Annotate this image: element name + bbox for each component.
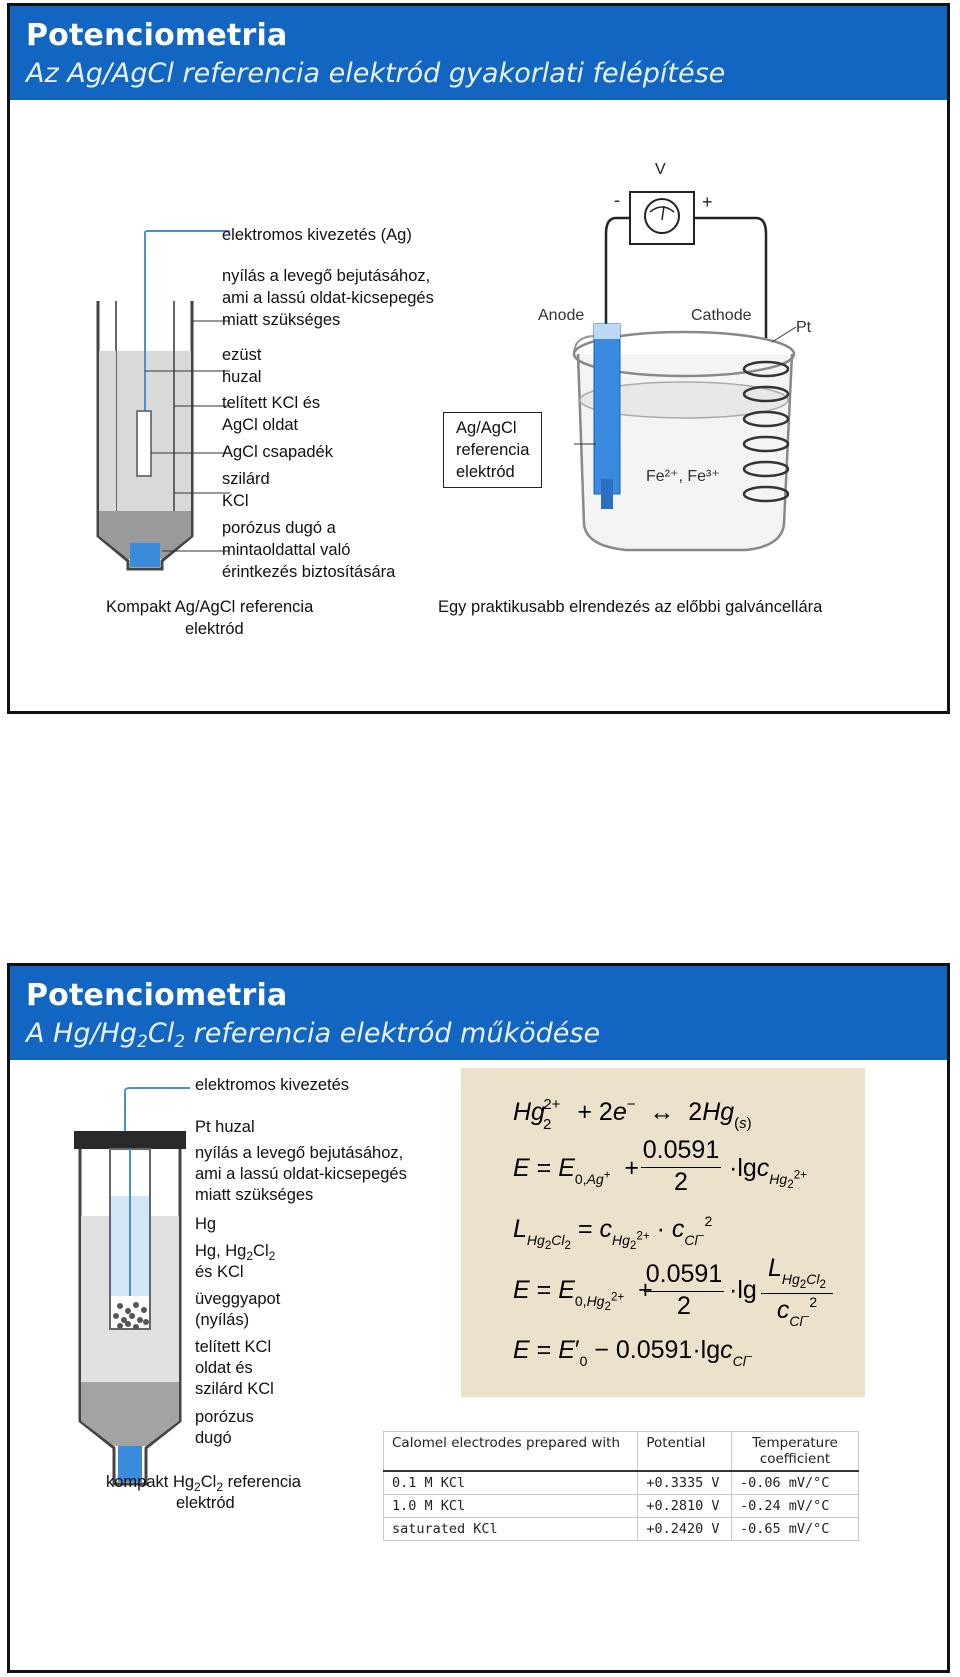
caption-compact-electrode: elektród — [185, 620, 244, 638]
label-saturated-kcl: telített KCl — [195, 1338, 272, 1356]
slide-calomel — [7, 963, 950, 1673]
equation-nernst-hg: $E = E_{0,Ag^+}$ + — [513, 1154, 639, 1187]
label-saturated-solution: AgCl oldat — [222, 416, 299, 434]
label-silver-wire: huzal — [222, 368, 262, 386]
equation-panel — [461, 1068, 865, 1397]
calomel-electrode-diagram — [60, 1086, 200, 1486]
caption-calomel-electrode: kompakt $Hg_2Cl_2$ referencia — [106, 1473, 301, 1494]
label-air-opening: nyílás a levegő bejutásához, — [195, 1144, 404, 1162]
label-air-opening: ami a lassú oldat-kicsepegés — [195, 1165, 407, 1183]
fraction: 0.0591 2 — [642, 1136, 720, 1196]
table-cell: -0.24 mV/°C — [732, 1495, 859, 1518]
equation-simplified: $E = E'_0 - 0.0591\cdot\lg c_{Cl^-}$ — [513, 1336, 753, 1369]
pt-label: Pt — [796, 319, 812, 336]
table-cell: +0.2810 V — [638, 1495, 732, 1518]
label-agcl-precipitate: AgCl csapadék — [222, 443, 333, 461]
galvanic-cell-diagram — [538, 154, 856, 574]
label-glass-wool: (nyílás) — [195, 1311, 250, 1329]
label-hg-calomel-kcl: Hg, $Hg_2Cl_2$ — [195, 1242, 276, 1263]
label-saturated-solution: telített KCl és — [222, 394, 321, 412]
box-line: elektród — [456, 463, 515, 481]
slide-header — [10, 966, 947, 1060]
label-solid-kcl: KCl — [222, 492, 249, 510]
slide-header — [10, 6, 947, 100]
calomel-table — [383, 1431, 859, 1541]
label-air-opening: miatt szükséges — [222, 311, 341, 329]
anode-label: Anode — [538, 307, 585, 324]
label-wire-out: elektromos kivezetés — [195, 1076, 350, 1094]
label-porous-plug: dugó — [195, 1429, 232, 1447]
table-row — [384, 1471, 859, 1495]
label-saturated-kcl: oldat és — [195, 1359, 253, 1377]
plus-sign: + — [702, 192, 713, 212]
slide-subtitle: Az Ag/AgCl referencia elektród gyakorlati felépítése — [26, 58, 726, 89]
cathode-label: Cathode — [691, 307, 752, 324]
column-header: Potential — [638, 1432, 732, 1472]
equation-reaction: $Hg_2^{2+} + 2e^-$ ↔ $2Hg_{(s)}$ — [513, 1096, 752, 1133]
label-silver-wire: ezüst — [222, 346, 262, 364]
caption-calomel-electrode: elektród — [176, 1494, 235, 1512]
label-air-opening: nyílás a levegő bejutásához, — [222, 267, 431, 285]
slide-title: Potenciometria — [26, 978, 288, 1013]
table-header-row — [384, 1432, 859, 1472]
label-pt-wire: Pt huzal — [195, 1118, 255, 1136]
table-cell: -0.65 mV/°C — [732, 1518, 859, 1541]
label-air-opening: ami a lassú oldat-kicsepegés — [222, 289, 434, 307]
caption-compact-electrode: Kompakt Ag/AgCl referencia — [106, 598, 314, 616]
caption-galvanic-cell: Egy praktikusabb elrendezés az előbbi galváncellára — [438, 598, 823, 616]
minus-sign: - — [614, 190, 620, 210]
box-line: Ag/AgCl — [456, 419, 517, 437]
label-solid-kcl: szilárd — [222, 470, 270, 488]
ag-agcl-electrode-diagram — [90, 231, 200, 571]
ions-label: Fe²⁺, Fe³⁺ — [646, 468, 720, 485]
equation-solubility-product: $L_{Hg_2Cl_2} = c_{Hg_2^{2+}} \cdot c_{Cl^-}^2$ — [513, 1213, 713, 1252]
label-porous-plug: porózus — [195, 1408, 254, 1426]
log-term: ·lg — [729, 1276, 757, 1304]
table-row — [384, 1495, 859, 1518]
voltmeter-label: V — [655, 161, 666, 178]
slide-subtitle: A Hg/Hg2Cl2 referencia elektród működése — [26, 1018, 601, 1052]
fraction: 0.0591 2 — [645, 1260, 723, 1320]
label-mercury: Hg — [195, 1215, 217, 1233]
label-glass-wool: üveggyapot — [195, 1290, 281, 1308]
equation-nernst-calomel: $E = E_{0,Hg_2^{2+}}$ + — [513, 1276, 653, 1313]
log-term: ·lgc$_{Hg_2^{2+}}$ — [729, 1154, 807, 1191]
label-porous-plug: mintaoldattal való — [222, 541, 351, 559]
label-wire-out: elektromos kivezetés (Ag) — [222, 226, 412, 244]
table-cell: 0.1 M KCl — [384, 1471, 638, 1495]
label-saturated-kcl: szilárd KCl — [195, 1380, 274, 1398]
column-header: Temperature coefficient — [732, 1432, 859, 1472]
table-cell: 1.0 M KCl — [384, 1495, 638, 1518]
label-porous-plug: porózus dugó a — [222, 519, 336, 537]
label-hg-calomel-kcl: és KCl — [195, 1263, 244, 1281]
slide-title: Potenciometria — [26, 18, 288, 53]
box-line: referencia — [456, 441, 530, 459]
fraction: $L_{Hg_2Cl_2}$ $c_{Cl^-}^2$ — [761, 1254, 833, 1329]
table-cell: +0.3335 V — [638, 1471, 732, 1495]
column-header: Calomel electrodes prepared with — [384, 1432, 638, 1472]
label-air-opening: miatt szükséges — [195, 1186, 314, 1204]
label-porous-plug: érintkezés biztosítására — [222, 563, 396, 581]
slide-ag-agcl — [7, 3, 950, 714]
table-cell: saturated KCl — [384, 1518, 638, 1541]
table-cell: -0.06 mV/°C — [732, 1471, 859, 1495]
table-row — [384, 1518, 859, 1541]
reference-electrode-box — [443, 412, 542, 488]
table-cell: +0.2420 V — [638, 1518, 732, 1541]
